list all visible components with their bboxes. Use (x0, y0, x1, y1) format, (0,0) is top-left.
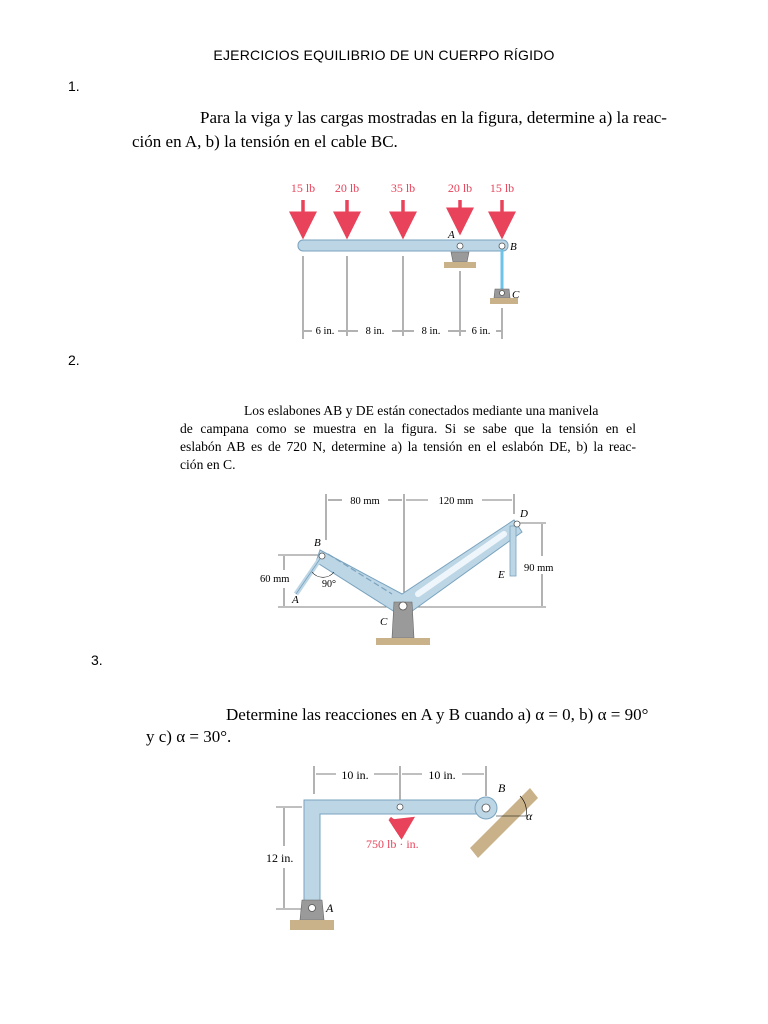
problem-1-line-2: ción en A, b) la tensión en el cable BC. (132, 132, 398, 151)
l-frame (304, 800, 486, 908)
problem-1-figure (270, 176, 530, 344)
problem-1-line-1: Para la viga y las cargas mostradas en la figura, determine a) la reac- (200, 108, 667, 127)
point-d-label: D (520, 508, 528, 520)
problem-3-figure (258, 760, 558, 944)
problem-3-statement (146, 704, 686, 748)
problem-3-line-1: Determine las reacciones en A y B cuando a) α = 0, b) α = 90° (226, 705, 649, 724)
load-arrows (303, 200, 502, 236)
dim-120mm: 120 mm (438, 496, 474, 507)
problem-2-line-4: ción en C. (180, 457, 236, 472)
dim-90mm: 90 mm (524, 563, 554, 574)
problem-3-line-2: y c) α = 30°. (146, 727, 232, 746)
dim-label-1: 6 in. (315, 326, 335, 337)
problem-2-number: 2. (68, 352, 80, 368)
point-e-label: E (498, 569, 505, 581)
bell-crank (316, 520, 522, 614)
problem-2-line-2: de campana como se muestra en la figura. Si se sabe que la tensión en el (180, 421, 636, 436)
beam (298, 240, 508, 251)
load-label-3: 35 lb (390, 181, 416, 195)
dim-label-4: 6 in. (471, 326, 491, 337)
link-de (510, 526, 516, 576)
dim-12in: 12 in. (266, 851, 294, 865)
problem-2-line-1: Los eslabones AB y DE están conectados mediante una manivela (244, 403, 599, 418)
moment-arrow (390, 818, 410, 823)
dim-label-2: 8 in. (365, 326, 385, 337)
dim-60mm: 60 mm (260, 574, 290, 585)
load-label-1: 15 lb (290, 181, 316, 195)
point-b-label: B (510, 241, 517, 253)
moment-label: 750 lb · in. (366, 837, 419, 851)
point-b-label-2: B (314, 537, 321, 549)
point-a-label-3: A (326, 901, 334, 915)
problem-1-statement (132, 106, 672, 154)
dim-10in-right: 10 in. (428, 768, 456, 782)
problem-3-number: 3. (91, 652, 103, 668)
problem-2-line-3: eslabón AB es de 720 N, determine a) la tensión en el eslabón DE, b) la reac- (180, 439, 636, 454)
dim-10in-left: 10 in. (341, 768, 369, 782)
problem-2-figure (252, 490, 572, 650)
problem-2-statement (180, 402, 636, 474)
problem-1-number: 1. (68, 78, 80, 94)
point-c-label: C (512, 289, 520, 301)
load-label-5: 15 lb (489, 181, 515, 195)
load-label-4: 20 lb (447, 181, 473, 195)
point-c-label-2: C (380, 616, 388, 628)
angle-90: 90° (322, 579, 336, 590)
point-a-label-2: A (292, 594, 299, 606)
dim-label-3: 8 in. (421, 326, 441, 337)
alpha-label: α (526, 809, 533, 823)
dim-80mm: 80 mm (350, 496, 380, 507)
pin-support-a (451, 252, 469, 262)
point-a-label: A (448, 229, 455, 241)
point-b-label-3: B (498, 781, 506, 795)
page-title: EJERCICIOS EQUILIBRIO DE UN CUERPO RÍGIDO (213, 47, 555, 63)
load-label-2: 20 lb (334, 181, 360, 195)
